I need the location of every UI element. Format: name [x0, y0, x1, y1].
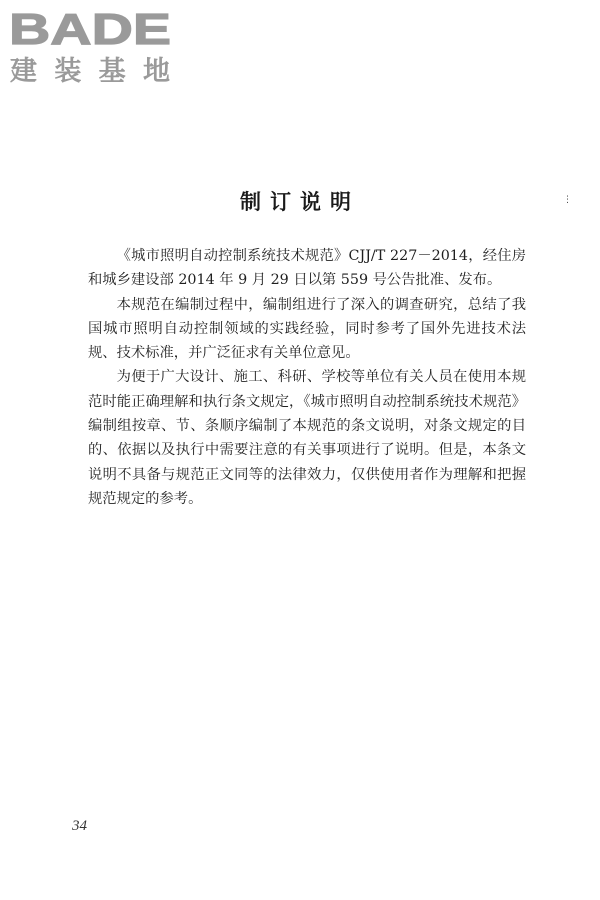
scan-edge-mark: ⋮	[563, 195, 572, 205]
watermark-logo-text: BADE	[9, 5, 171, 54]
bade-watermark-logo	[8, 4, 178, 86]
document-body	[88, 244, 526, 511]
paragraph-approval: 《城市照明自动控制系统技术规范》CJJ/T 227－2014，经住房和城乡建设部 2014 年 9 月 29 日以第 559 号公告批准、发布。	[88, 248, 526, 289]
page-number: 34	[72, 818, 87, 834]
paragraph-compilation: 本规范在编制过程中，编制组进行了深入的调查研究，总结了我国城市照明自动控制领域的实践经验，同时参考了国外先进技术法规、技术标准，并广泛征求有关单位意见。	[88, 296, 526, 362]
paragraph-explanation: 为便于广大设计、施工、科研、学校等单位有关人员在使用本规范时能正确理解和执行条文规定，《城市照明自动控制系统技术规范》编制组按章、节、条顺序编制了本规范的条文说明，对条文规定的目的、依据以及执行中需要注意的有关事项进行了说明。但是，本条文说明不具备与规范正文同等的法律效力，仅供使用者作为理解和把握规范规定的参考。	[88, 369, 526, 507]
page-title: 制订说明	[240, 190, 360, 214]
watermark-tagline: 建装基地	[10, 56, 170, 86]
